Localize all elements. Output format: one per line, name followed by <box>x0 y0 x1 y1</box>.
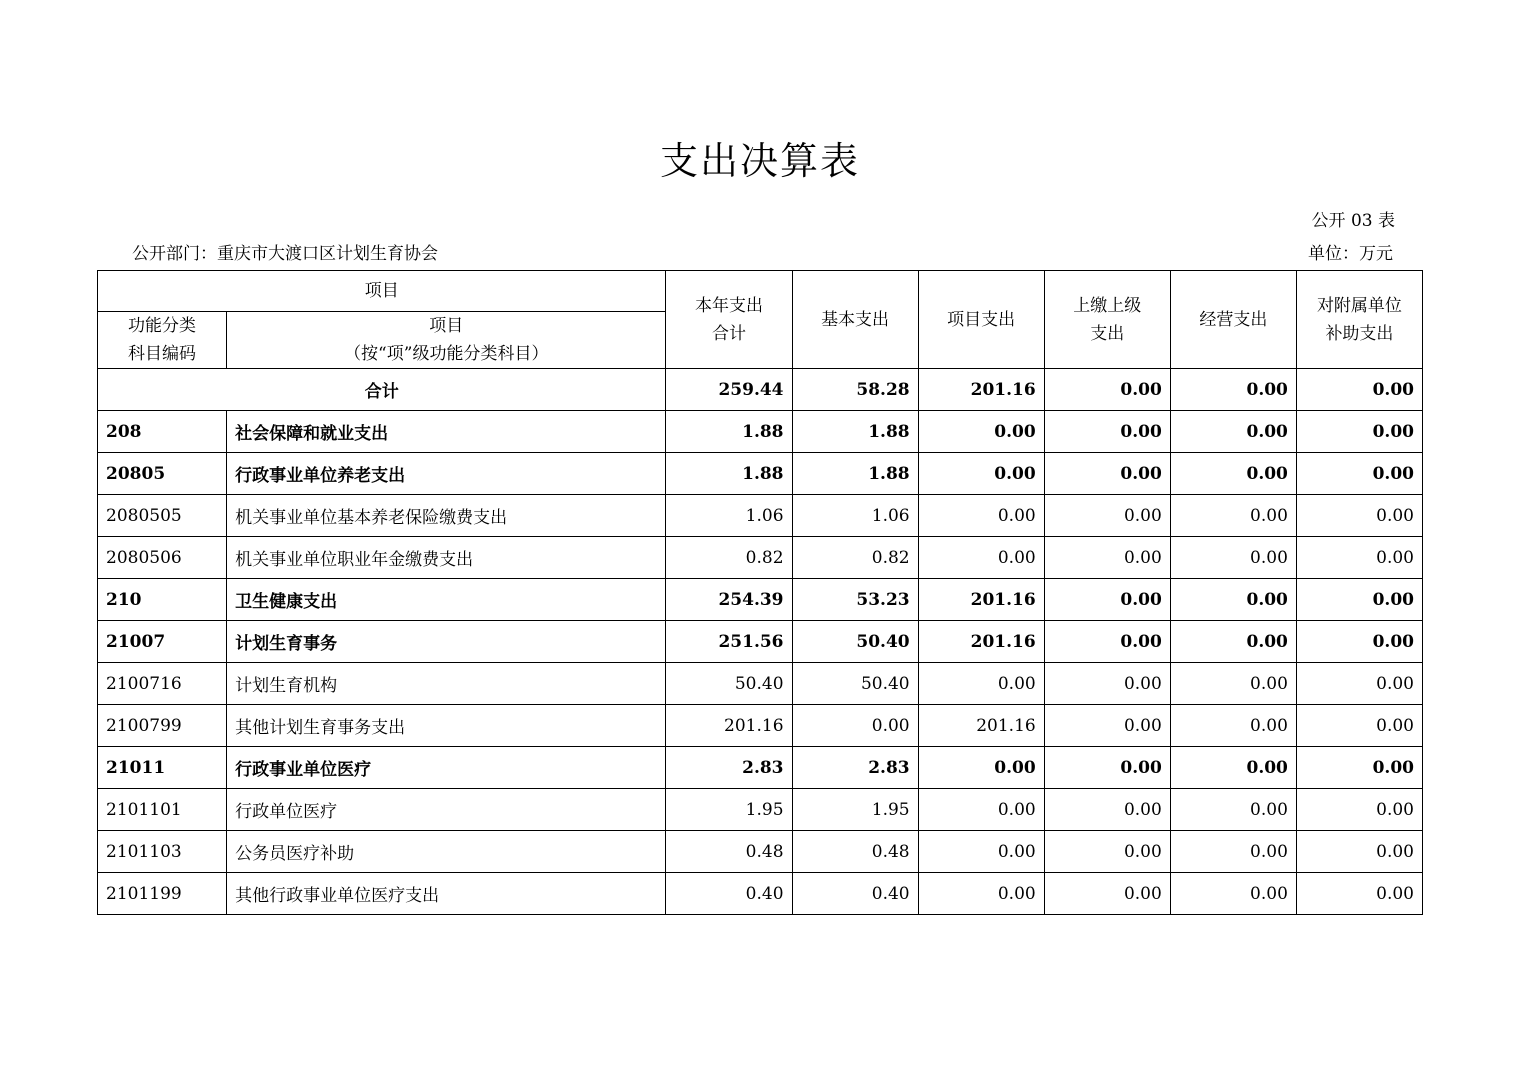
row-value: 0.00 <box>1044 411 1170 453</box>
header-item-group: 项目 <box>98 271 666 312</box>
table-row <box>98 453 1423 495</box>
row-name: 计划生育事务 <box>227 621 666 663</box>
row-value: 1.06 <box>792 495 918 537</box>
total-label: 合计 <box>98 369 666 411</box>
table-row <box>98 621 1423 663</box>
row-value: 0.00 <box>1170 831 1296 873</box>
total-value: 201.16 <box>918 369 1044 411</box>
row-value: 0.00 <box>1296 579 1422 621</box>
row-value: 0.00 <box>1170 411 1296 453</box>
row-value: 53.23 <box>792 579 918 621</box>
row-value: 0.00 <box>1296 705 1422 747</box>
row-value: 0.00 <box>1296 663 1422 705</box>
row-value: 1.88 <box>792 453 918 495</box>
row-code: 2100799 <box>98 705 227 747</box>
row-value: 0.82 <box>792 537 918 579</box>
row-name: 行政单位医疗 <box>227 789 666 831</box>
row-value: 2.83 <box>792 747 918 789</box>
row-code: 20805 <box>98 453 227 495</box>
row-value: 0.00 <box>792 705 918 747</box>
table-row <box>98 495 1423 537</box>
header-col-basic: 基本支出 <box>792 271 918 369</box>
row-value: 0.40 <box>792 873 918 915</box>
row-name: 行政事业单位医疗 <box>227 747 666 789</box>
row-value: 0.00 <box>1044 831 1170 873</box>
table-row <box>98 663 1423 705</box>
row-value: 1.88 <box>666 453 792 495</box>
row-value: 0.48 <box>792 831 918 873</box>
row-value: 0.00 <box>1296 453 1422 495</box>
row-name: 卫生健康支出 <box>227 579 666 621</box>
row-value: 0.00 <box>1044 663 1170 705</box>
row-value: 0.00 <box>1044 621 1170 663</box>
row-value: 0.00 <box>1044 789 1170 831</box>
table-row <box>98 831 1423 873</box>
row-code: 210 <box>98 579 227 621</box>
row-code: 2100716 <box>98 663 227 705</box>
total-value: 58.28 <box>792 369 918 411</box>
row-name: 公务员医疗补助 <box>227 831 666 873</box>
row-value: 0.48 <box>666 831 792 873</box>
row-value: 0.00 <box>1296 621 1422 663</box>
total-value: 0.00 <box>1170 369 1296 411</box>
header-col-project: 项目支出 <box>918 271 1044 369</box>
table-row <box>98 789 1423 831</box>
row-value: 0.00 <box>1170 705 1296 747</box>
row-code: 2101103 <box>98 831 227 873</box>
row-value: 201.16 <box>918 621 1044 663</box>
row-value: 50.40 <box>792 621 918 663</box>
row-name: 社会保障和就业支出 <box>227 411 666 453</box>
row-value: 0.00 <box>1296 747 1422 789</box>
row-value: 0.00 <box>1170 747 1296 789</box>
row-value: 0.00 <box>918 411 1044 453</box>
row-name: 机关事业单位基本养老保险缴费支出 <box>227 495 666 537</box>
row-value: 0.40 <box>666 873 792 915</box>
row-name: 其他计划生育事务支出 <box>227 705 666 747</box>
header-col-upper: 上缴上级 支出 <box>1044 271 1170 369</box>
row-value: 0.00 <box>918 873 1044 915</box>
header-code: 功能分类 科目编码 <box>98 312 227 369</box>
row-name: 行政事业单位养老支出 <box>227 453 666 495</box>
row-value: 1.95 <box>792 789 918 831</box>
row-value: 50.40 <box>666 663 792 705</box>
row-value: 0.00 <box>1170 789 1296 831</box>
row-value: 0.00 <box>1296 873 1422 915</box>
row-value: 0.00 <box>918 453 1044 495</box>
row-value: 1.88 <box>666 411 792 453</box>
total-value: 0.00 <box>1044 369 1170 411</box>
row-value: 0.00 <box>1044 579 1170 621</box>
row-value: 0.00 <box>918 831 1044 873</box>
row-value: 0.00 <box>1170 621 1296 663</box>
table-row <box>98 537 1423 579</box>
total-value: 0.00 <box>1296 369 1422 411</box>
row-value: 0.00 <box>918 495 1044 537</box>
department-label: 公开部门：重庆市大渡口区计划生育协会 <box>132 244 438 264</box>
row-name: 其他行政事业单位医疗支出 <box>227 873 666 915</box>
row-value: 0.00 <box>918 747 1044 789</box>
form-number: 公开 03 表 <box>1311 211 1395 231</box>
row-code: 21011 <box>98 747 227 789</box>
row-value: 0.00 <box>1044 495 1170 537</box>
row-code: 2080505 <box>98 495 227 537</box>
row-value: 201.16 <box>918 579 1044 621</box>
row-value: 0.00 <box>1044 537 1170 579</box>
row-value: 2.83 <box>666 747 792 789</box>
row-value: 0.00 <box>1170 873 1296 915</box>
table-row <box>98 411 1423 453</box>
row-value: 201.16 <box>666 705 792 747</box>
row-value: 0.00 <box>1170 453 1296 495</box>
header-col-total: 本年支出 合计 <box>666 271 792 369</box>
row-value: 0.00 <box>1170 537 1296 579</box>
row-value: 1.88 <box>792 411 918 453</box>
row-value: 0.00 <box>1170 663 1296 705</box>
row-code: 2101199 <box>98 873 227 915</box>
row-value: 1.06 <box>666 495 792 537</box>
header-item: 项目 （按“项”级功能分类科目） <box>227 312 666 369</box>
row-value: 0.00 <box>918 789 1044 831</box>
row-value: 1.95 <box>666 789 792 831</box>
row-value: 0.82 <box>666 537 792 579</box>
row-code: 208 <box>98 411 227 453</box>
unit-label: 单位：万元 <box>1308 244 1393 264</box>
row-code: 2101101 <box>98 789 227 831</box>
row-value: 0.00 <box>1296 537 1422 579</box>
total-row <box>98 369 1423 411</box>
row-value: 0.00 <box>1170 579 1296 621</box>
page-title: 支出决算表 <box>659 139 860 183</box>
row-value: 50.40 <box>792 663 918 705</box>
table-row <box>98 705 1423 747</box>
row-value: 201.16 <box>918 705 1044 747</box>
table-row <box>98 873 1423 915</box>
row-value: 0.00 <box>1170 495 1296 537</box>
expenditure-table <box>97 270 1423 915</box>
row-value: 0.00 <box>1296 789 1422 831</box>
row-value: 0.00 <box>918 663 1044 705</box>
table-row <box>98 747 1423 789</box>
header-col-operating: 经营支出 <box>1170 271 1296 369</box>
row-code: 2080506 <box>98 537 227 579</box>
row-value: 0.00 <box>1044 873 1170 915</box>
row-name: 机关事业单位职业年金缴费支出 <box>227 537 666 579</box>
table-row <box>98 579 1423 621</box>
row-value: 0.00 <box>918 537 1044 579</box>
row-value: 0.00 <box>1296 831 1422 873</box>
row-name: 计划生育机构 <box>227 663 666 705</box>
row-value: 0.00 <box>1296 411 1422 453</box>
row-value: 0.00 <box>1044 705 1170 747</box>
row-value: 251.56 <box>666 621 792 663</box>
total-value: 259.44 <box>666 369 792 411</box>
row-code: 21007 <box>98 621 227 663</box>
row-value: 254.39 <box>666 579 792 621</box>
row-value: 0.00 <box>1044 453 1170 495</box>
row-value: 0.00 <box>1044 747 1170 789</box>
row-value: 0.00 <box>1296 495 1422 537</box>
header-col-subsidy: 对附属单位 补助支出 <box>1296 271 1422 369</box>
